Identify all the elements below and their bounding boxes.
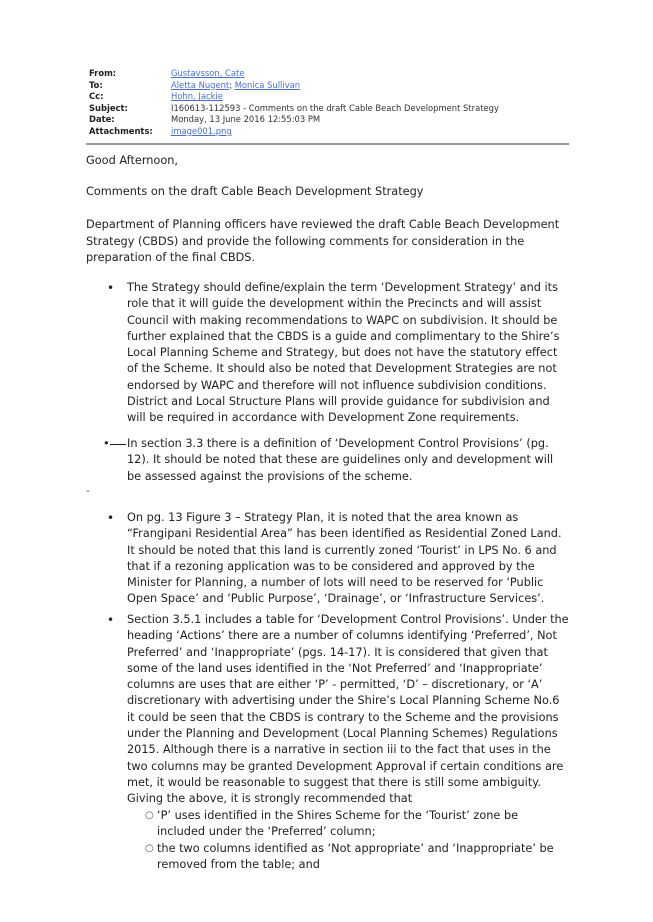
bullet-item-1	[107, 280, 569, 427]
bullet-dash-icon	[103, 436, 110, 452]
stray-mark: -	[86, 486, 90, 497]
cc-label: Cc:	[89, 91, 104, 102]
circle-bullet-icon: ○	[145, 810, 154, 821]
to-separator: ;	[229, 79, 235, 90]
bullet-dot-glyph: •	[103, 437, 110, 450]
subject-value: I160613-112593 - Comments on the draft Cable Beach Development Strategy	[171, 102, 499, 113]
cc-row	[89, 91, 569, 103]
sub-item-text: ‘P’ uses identified in the Shires Scheme for the ‘Tourist’ zone be included under the ‘Preferred’ column;	[157, 809, 519, 839]
bullet-item-2	[103, 436, 569, 485]
bullet-item-4	[107, 612, 569, 791]
bullet-dot-icon: •	[107, 281, 115, 295]
to-recipient-link-1[interactable]: Aletta Nugent	[171, 79, 230, 90]
from-label: From:	[89, 68, 117, 78]
cc-value-link[interactable]: Hohn, Jackie	[171, 91, 223, 102]
attachments-row	[89, 126, 569, 138]
date-row	[89, 114, 569, 126]
attachment-link[interactable]: image001.png	[171, 125, 232, 136]
bullet-text: In section 3.3 there is a definition of ‘Development Control Provisions’ (pg. 12). It should be noted that these are guidelines only and development will be assessed against the provisions of the scheme.	[127, 437, 554, 483]
bullet-text: On pg. 13 Figure 3 – Strategy Plan, it is noted that the area known as “Frangipani Residential Area” has been identified as Residential Zoned Land. It should be noted that this land is currently zoned ‘Tourist’ in LPS No. 6 and that if a rezoning application was to be considered and approved by the Minister for Planning, a number of lots will need to be reserved for ‘Public Open Space’ and ‘Public Purpose’, ‘Drainage’, or ‘Infrastructure Services’.	[127, 511, 562, 606]
sub-item-text: the two columns identified as ‘Not appropriate’ and ‘Inappropriate’ be removed from the table; and	[157, 842, 554, 872]
to-row	[89, 80, 569, 92]
circle-bullet-icon: ○	[145, 843, 154, 854]
to-label: To:	[89, 79, 103, 90]
body-subject-line: Comments on the draft Cable Beach Development Strategy	[86, 185, 424, 198]
subject-label: Subject:	[89, 102, 128, 113]
greeting: Good Afternoon,	[86, 154, 179, 167]
email-header	[89, 68, 569, 138]
sub-item-1	[145, 808, 565, 841]
recommendation-lead: Giving the above, it is strongly recommended that	[127, 792, 413, 805]
from-value-link[interactable]: Gustavsson, Cate	[171, 68, 245, 78]
attachments-label: Attachments:	[89, 125, 153, 136]
sub-item-2	[145, 841, 565, 874]
subject-row	[89, 103, 569, 115]
bullet-text: The Strategy should define/explain the term ‘Development Strategy’ and its role that it will guide the development within the Precincts and will assist Council with making recommendations to WAPC on subdivision. It should be further explained that the CBDS is a guide and complimentary to the Shire’s Local Planning Scheme and Strategy, but does not have the statutory effect of the Scheme. It should also be noted that Development Strategies are not endorsed by WAPC and therefore will not influence subdivision conditions. District and Local Structure Plans will provide guidance for subdivision and will be required in accordance with Development Zone requirements.	[127, 281, 560, 425]
date-value: Monday, 13 June 2016 12:55:03 PM	[171, 114, 321, 125]
bullet-item-3	[107, 510, 569, 608]
to-recipient-link-2[interactable]: Monica Sullivan	[234, 79, 301, 90]
from-row	[89, 68, 569, 80]
bullet-dot-icon: •	[107, 613, 115, 627]
intro-paragraph: Department of Planning officers have reviewed the draft Cable Beach Development Strategy (CBDS) and provide the following comments for consideration in the preparation of the final CBDS.	[86, 218, 560, 264]
header-divider	[86, 143, 569, 145]
bullet-text: Section 3.5.1 includes a table for ‘Development Control Provisions’. Under the heading ‘Actions’ there are a number of columns identifying ‘Preferred’, Not Preferred’ and ‘Inappropriate’ (pgs. 14-17). It is considered that given that some of the land uses identified in the ‘Not Preferred’ and ‘Inappropriate’ columns are uses that are either ‘P’ - permitted, ‘D’ – discretionary, or ‘A’ discretionary with advertising under the Shire’s Local Planning Scheme No.6 it could be seen that the CBDS is contrary to the Scheme and the provisions under the Planning and Development (Local Planning Schemes) Regulations 2015. Although there is a narrative in section iii to the fact that uses in the two columns may be granted Development Approval if certain conditions are met, it would be reasonable to suggest that there is still some ambiguity.	[127, 613, 569, 789]
date-label: Date:	[89, 114, 115, 125]
bullet-dot-icon: •	[107, 511, 115, 525]
